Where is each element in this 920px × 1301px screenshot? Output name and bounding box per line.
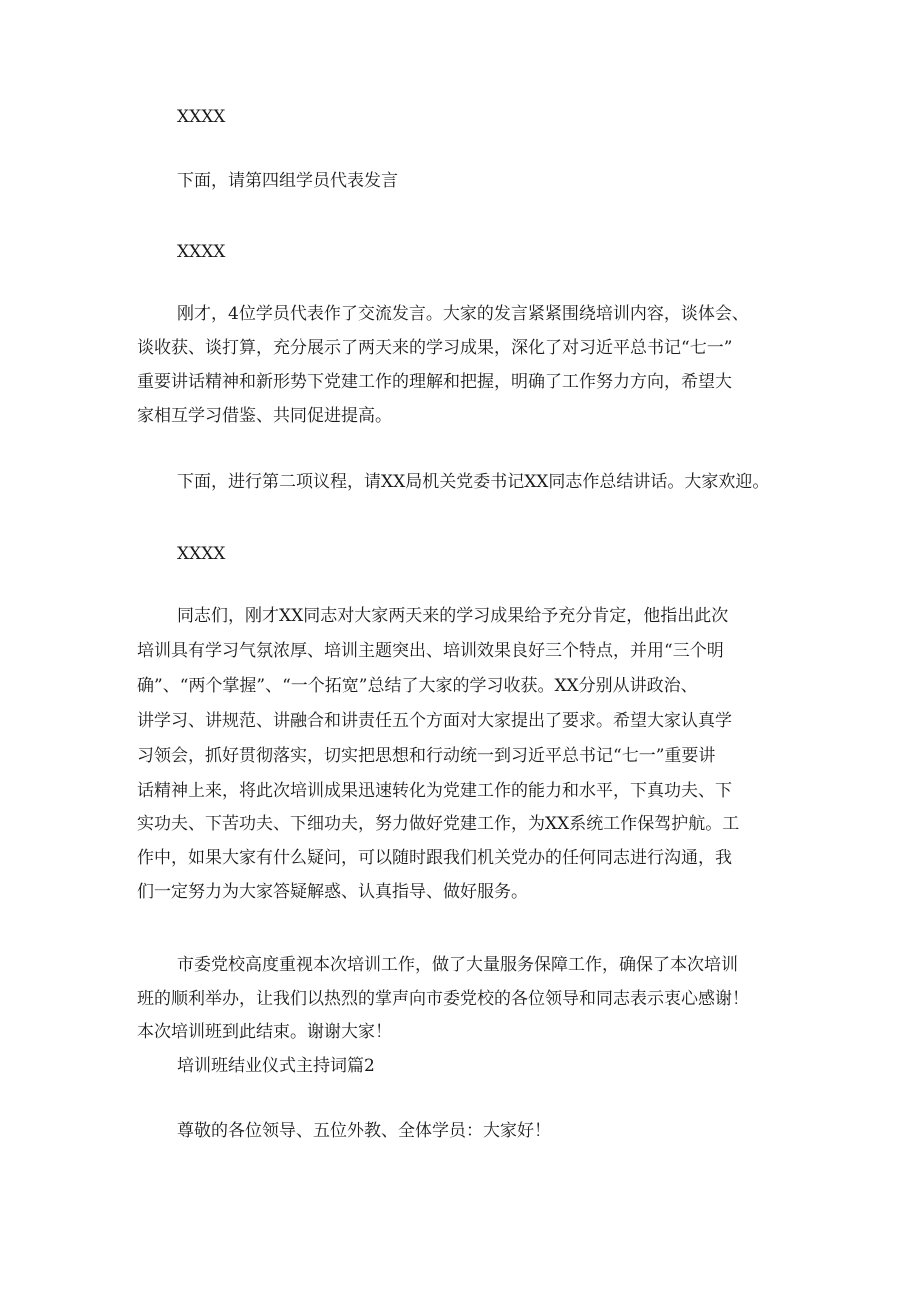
placeholder-name-3: XXXX — [177, 544, 226, 564]
paragraph-line: 重要讲话精神和新形势下党建工作的理解和把握，明确了工作努力方向，希望大 — [137, 372, 732, 392]
paragraph-line: 确”、“两个掌握”、“一个拓宽”总结了大家的学习收获。XX分别从讲政治、 — [137, 676, 698, 696]
paragraph-line: 市委党校高度重视本次培训工作，做了大量服务保障工作，确保了本次培训 — [177, 955, 738, 975]
paragraph-line: 话精神上来，将此次培训成果迅速转化为党建工作的能力和水平，下真功夫、下 — [137, 781, 732, 801]
paragraph-line: 家相互学习借鉴、共同促进提高。 — [137, 406, 392, 426]
paragraph-line: 同志们，刚才XX同志对大家两天来的学习成果给予充分肯定，他指出此次 — [177, 606, 729, 626]
paragraph-line: 实功夫、下苦功夫、下细功夫，努力做好党建工作，为XX系统工作保驾护航。工 — [137, 814, 740, 834]
paragraph-line: 作中，如果大家有什么疑问，可以随时跟我们机关党办的任何同志进行沟通，我 — [137, 848, 732, 868]
paragraph-line: 谈收获、谈打算，充分展示了两天来的学习成果，深化了对习近平总书记“七一” — [137, 338, 733, 358]
paragraph-greeting: 尊敬的各位领导、五位外教、全体学员：大家好！ — [177, 1121, 551, 1141]
paragraph-agenda: 下面，进行第二项议程，请XX局机关党委书记XX同志作总结讲话。大家欢迎。 — [177, 472, 770, 492]
paragraph-line: 习领会，抓好贯彻落实，切实把思想和行动统一到习近平总书记“七一”重要讲 — [137, 746, 716, 766]
placeholder-name-1: XXXX — [177, 107, 226, 127]
paragraph-line: 本次培训班到此结束。谢谢大家！ — [137, 1022, 392, 1042]
paragraph-line: 们一定努力为大家答疑解惑、认真指导、做好服务。 — [137, 882, 528, 902]
paragraph-line: 班的顺利举办，让我们以热烈的掌声向市委党校的各位领导和同志表示衷心感谢！ — [137, 989, 749, 1009]
section-heading: 培训班结业仪式主持词篇2 — [177, 1056, 375, 1076]
paragraph-line: 刚才，4位学员代表作了交流发言。大家的发言紧紧围绕培训内容，谈体会、 — [177, 304, 749, 324]
paragraph-line: 讲学习、讲规范、讲融合和讲责任五个方面对大家提出了要求。希望大家认真学 — [137, 711, 732, 731]
placeholder-name-2: XXXX — [177, 242, 226, 262]
paragraph-speaker-intro: 下面，请第四组学员代表发言 — [177, 171, 398, 191]
paragraph-line: 培训具有学习气氛浓厚、培训主题突出、培训效果良好三个特点，并用“三个明 — [137, 641, 724, 661]
